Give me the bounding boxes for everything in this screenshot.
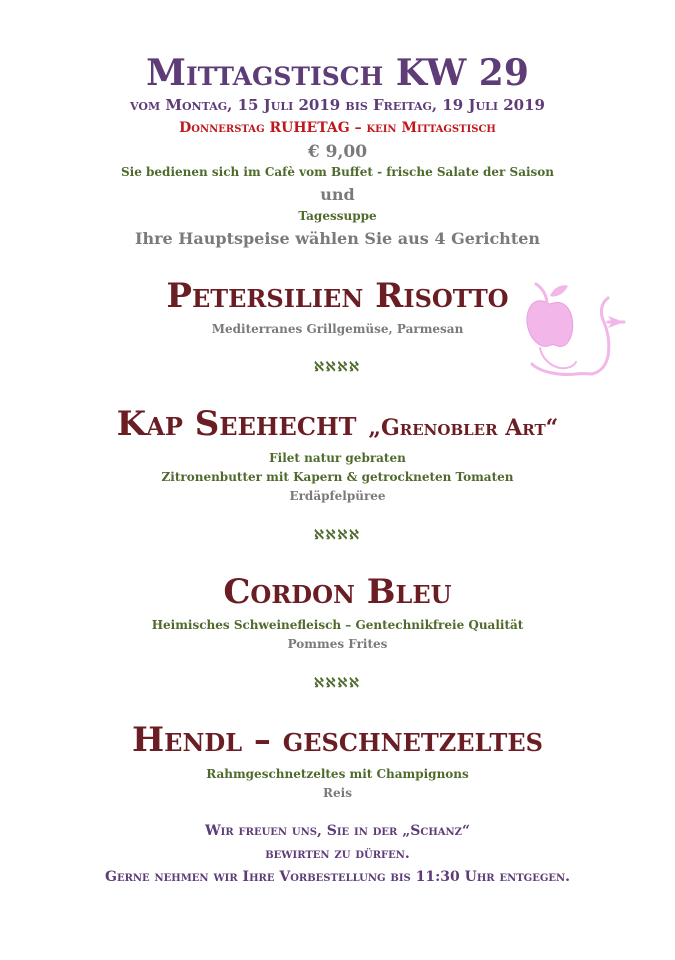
dish-2-name: Kap Seehecht	[116, 404, 357, 444]
dish-3-name: Cordon Bleu	[223, 572, 452, 612]
separator: ℵℵℵℵ	[314, 360, 361, 375]
dish-1-name: Petersilien Risotto	[166, 276, 509, 316]
menu-price: € 9,00	[307, 142, 368, 162]
separator: ℵℵℵℵ	[314, 676, 361, 691]
and-text: und	[320, 185, 355, 204]
soup-info: Tagessuppe	[298, 209, 377, 223]
footer-line: Gerne nehmen wir Ihre Vorbestellung bis 11:30 Uhr entgegen.	[105, 869, 570, 885]
dish-3-side: Pommes Frites	[287, 637, 388, 651]
dish-2-heading	[0, 404, 675, 444]
apple-figure-logo-icon	[520, 270, 632, 382]
footer-line: bewirten zu dürfen.	[265, 846, 410, 862]
dish-4-detail: Rahmgeschnetzeltes mit Champignons	[206, 767, 469, 781]
footer-line: Wir freuen uns, Sie in der „Schanz“	[204, 823, 471, 839]
dish-2-side: Erdäpfelpüree	[289, 489, 386, 503]
buffet-info: Sie bedienen sich im Cafè vom Buffet - frische Salate der Saison	[120, 165, 555, 179]
dish-2-subtitle: „Grenobler Art“	[368, 415, 559, 441]
dish-4-name: Hendl – geschnetzeltes	[132, 720, 543, 760]
menu-title: Mittagstisch KW 29	[146, 52, 529, 94]
dish-2-detail: Filet natur gebraten	[269, 451, 406, 465]
choice-info: Ihre Hauptspeise wählen Sie aus 4 Gerichten	[134, 229, 541, 248]
separator: ℵℵℵℵ	[314, 528, 361, 543]
dish-1-detail: Mediterranes Grillgemüse, Parmesan	[211, 322, 464, 336]
week-dates: vom Montag, 15 Juli 2019 bis Freitag, 19 Juli 2019	[130, 96, 545, 114]
dish-4-side: Reis	[323, 786, 352, 800]
dish-3-detail: Heimisches Schweinefleisch – Gentechnikfreie Qualität	[151, 618, 524, 632]
closed-notice: Donnerstag RUHETAG – kein Mittagstisch	[179, 120, 496, 136]
dish-2-detail: Zitronenbutter mit Kapern & getrockneten Tomaten	[161, 470, 514, 484]
